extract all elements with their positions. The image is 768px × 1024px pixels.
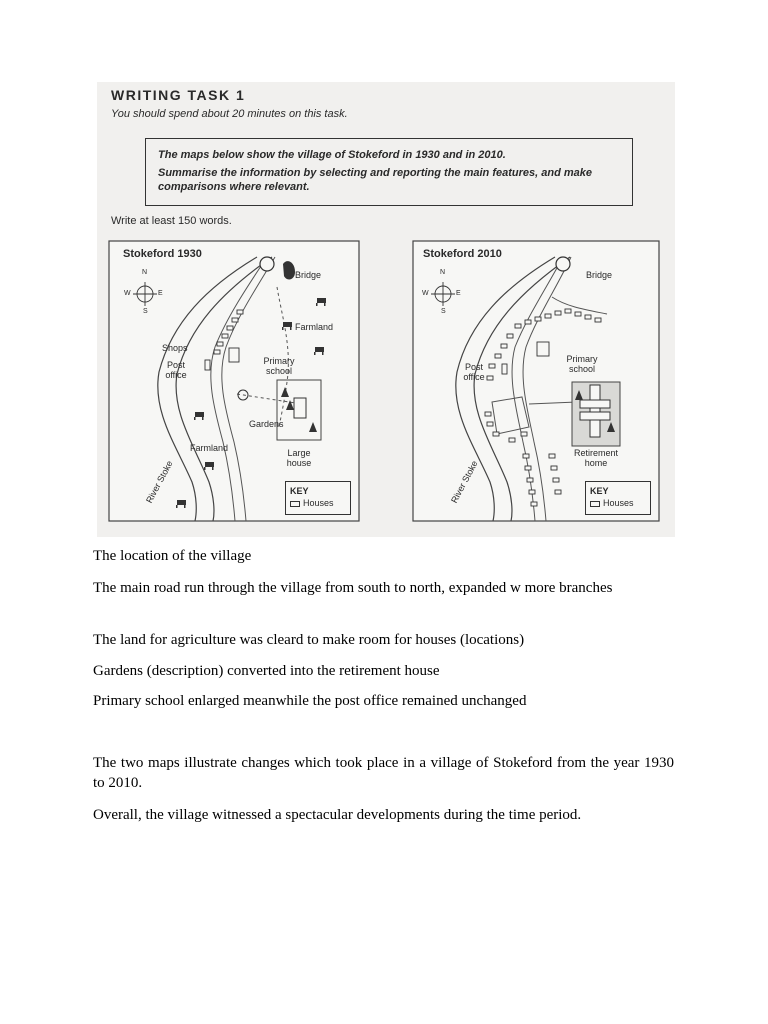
- map-2010-river-label: River Stoke: [449, 458, 480, 505]
- map-2010-bridge-label: Bridge: [586, 270, 613, 280]
- map-2010-key: [585, 481, 651, 515]
- map-2010-primary-school-label: Primary school: [566, 354, 598, 374]
- task-prompt-line1: The maps below show the village of Stokeford in 1930 and in 2010.: [158, 149, 506, 161]
- note-line: The location of the village: [93, 548, 252, 564]
- task-scan-image: [97, 82, 675, 537]
- note-line: The main road run through the village from south to north, expanded w more branches: [93, 580, 613, 596]
- map-1930-key-title: KEY: [290, 486, 309, 496]
- map-1930-large-house: [294, 398, 306, 418]
- map-1930-river-label: River Stoke: [144, 458, 175, 505]
- map-2010-post-office-label: Post office: [463, 362, 485, 382]
- map-2010-key-title: KEY: [590, 486, 609, 496]
- map-2010-key-houses: Houses: [603, 498, 634, 508]
- task-word-count: Write at least 150 words.: [111, 215, 232, 227]
- house-key-icon: [290, 501, 300, 507]
- map-1930-compass-w: W: [124, 290, 131, 297]
- essay-paragraph: The two maps illustrate changes which took place in a village of Stokeford from the year 1930 to 2010.: [93, 755, 674, 791]
- house-key-icon: [590, 501, 600, 507]
- map-1930-large-house-label: Large house: [286, 448, 312, 468]
- map-1930-gardens-label: Gardens: [249, 419, 284, 429]
- task-prompt-box: [145, 138, 633, 206]
- map-2010-compass-w: W: [422, 290, 429, 297]
- task-title: WRITING TASK 1: [111, 87, 246, 103]
- map-1930-farmland-bottom-label: Farmland: [190, 443, 229, 453]
- task-prompt-line2: Summarise the information by selecting and reporting the main features, and make comparisons where relevant.: [158, 167, 592, 193]
- map-1930-farmland-top-label: Farmland: [295, 322, 334, 332]
- task-instruction: You should spend about 20 minutes on this task.: [111, 108, 348, 120]
- map-2010-bridge: [556, 257, 570, 271]
- map-1930-key: [285, 481, 351, 515]
- note-line: Gardens (description) converted into the retirement house: [93, 663, 440, 679]
- map-1930-compass-n: N: [142, 269, 148, 276]
- map-1930-bridge-label: Bridge: [295, 270, 322, 280]
- map-2010-compass-e: E: [456, 290, 461, 297]
- map-1930-post-office-label: Post office: [165, 360, 187, 380]
- note-line: The land for agriculture was cleard to make room for houses (locations): [93, 632, 525, 648]
- map-1930-compass-s: S: [143, 308, 148, 315]
- map-2010-compass-n: N: [440, 269, 446, 276]
- map-1930-key-houses: Houses: [303, 498, 334, 508]
- map-1930-bridge: [260, 257, 274, 271]
- map-2010-compass-s: S: [441, 308, 446, 315]
- map-2010-title: Stokeford 2010: [423, 248, 502, 260]
- map-1930-title: Stokeford 1930: [123, 248, 202, 260]
- note-line: Primary school enlarged meanwhile the post office remained unchanged: [93, 693, 527, 709]
- essay-paragraph: Overall, the village witnessed a spectacular developments during the time period.: [93, 807, 582, 823]
- map-1930-shops-label: Shops: [162, 343, 188, 353]
- map-1930-compass-e: E: [158, 290, 163, 297]
- map-2010-retirement-home-label: Retirement home: [573, 448, 618, 468]
- map-1930-primary-school-label: Primary school: [263, 356, 295, 376]
